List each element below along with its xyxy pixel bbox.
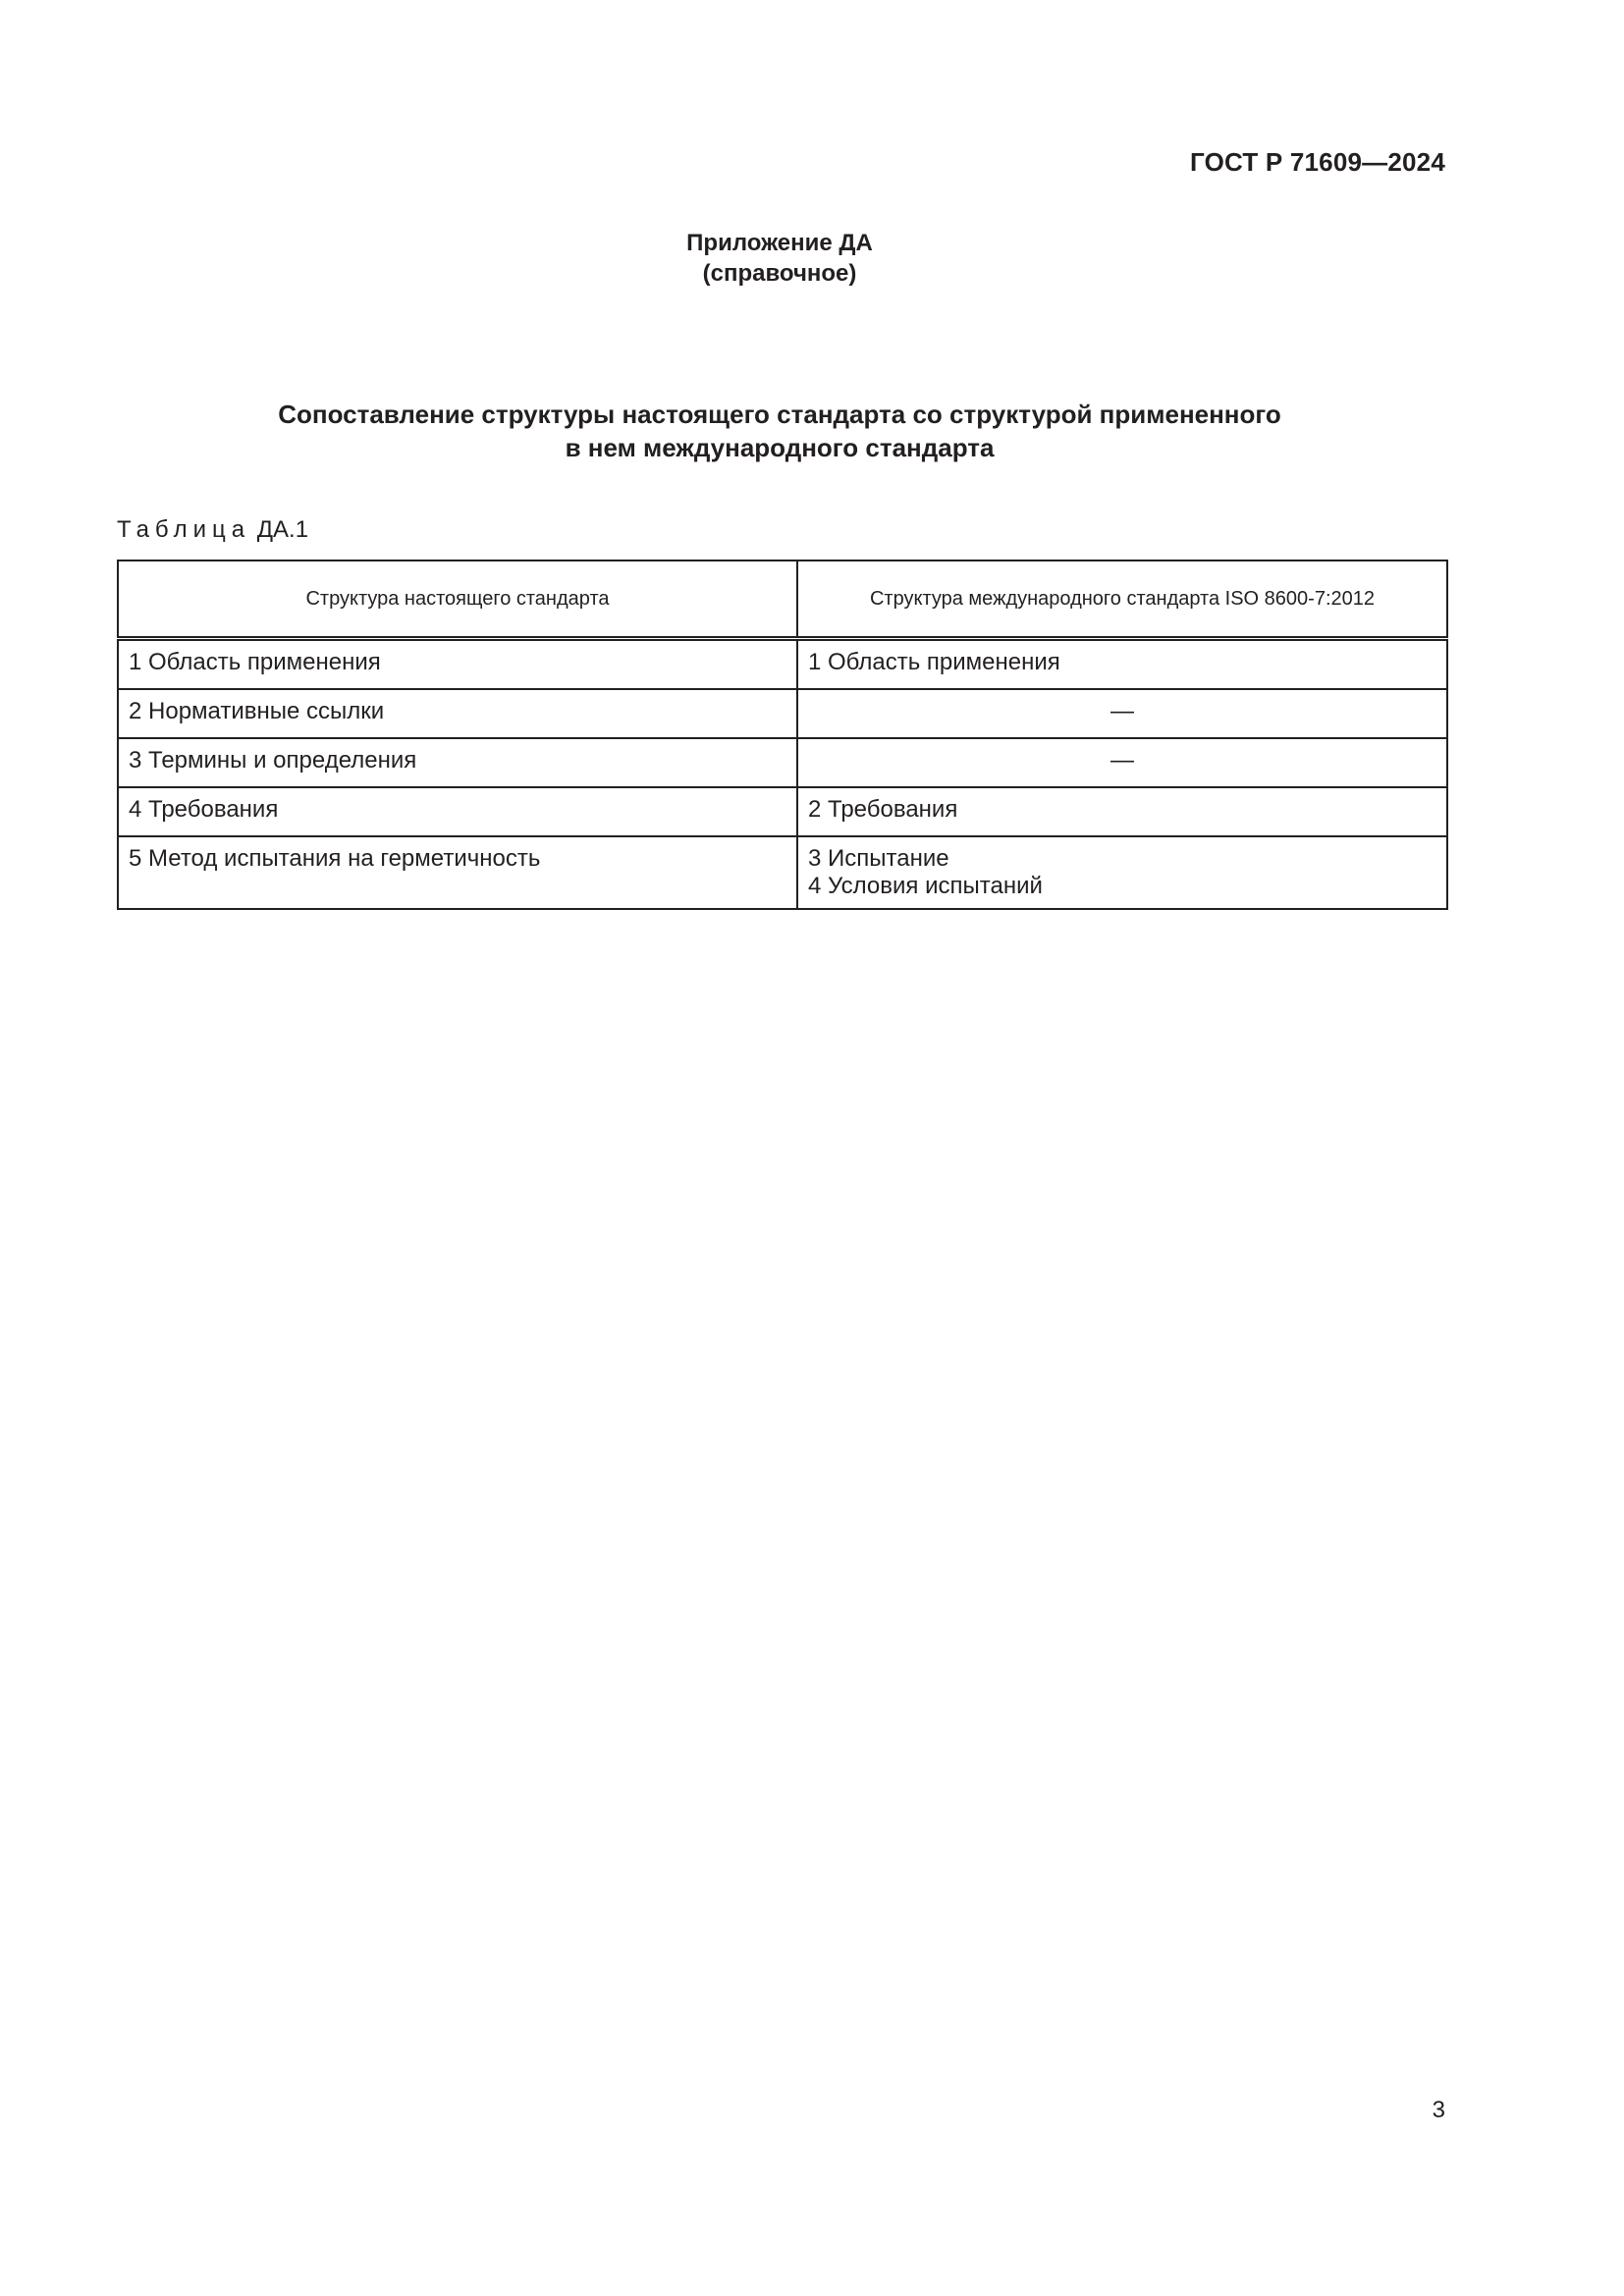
table-cell-line: — bbox=[1110, 747, 1134, 774]
table-caption bbox=[117, 516, 308, 544]
table-title-line-1: Сопоставление структуры настоящего стандарта со структурой примененного bbox=[278, 400, 1281, 429]
table-cell-right bbox=[797, 639, 1447, 690]
document-number: ГОСТ Р 71609—2024 bbox=[1190, 147, 1445, 177]
appendix-subtitle: (справочное) bbox=[702, 260, 857, 287]
table-cell-left: 4 Требования bbox=[118, 787, 797, 836]
table-title bbox=[0, 398, 1559, 464]
table-cell-line: 3 Испытание bbox=[808, 845, 949, 872]
table-row bbox=[118, 787, 1447, 836]
table-cell-left: 2 Нормативные ссылки bbox=[118, 689, 797, 738]
table-row bbox=[118, 836, 1447, 909]
table-cell-line: — bbox=[1110, 698, 1134, 724]
table-row bbox=[118, 738, 1447, 787]
page-number: 3 bbox=[1432, 2097, 1445, 2123]
table-title-line-2: в нем международного стандарта bbox=[565, 433, 995, 462]
table-cell-line: 2 Требования bbox=[808, 796, 958, 823]
table-cell-left: 1 Область применения bbox=[118, 639, 797, 690]
structure-comparison-table bbox=[117, 560, 1448, 910]
table-cell-right bbox=[797, 689, 1447, 738]
column-header-international-standard: Структура международного стандарта ISO 8600-7:2012 bbox=[797, 561, 1447, 639]
table-cell-right bbox=[797, 738, 1447, 787]
table-row bbox=[118, 639, 1447, 690]
table-header-row bbox=[118, 561, 1447, 639]
table-cell-left: 3 Термины и определения bbox=[118, 738, 797, 787]
table-caption-word: Таблица bbox=[117, 516, 251, 543]
column-header-current-standard: Структура настоящего стандарта bbox=[118, 561, 797, 639]
table-cell-right bbox=[797, 787, 1447, 836]
table-row bbox=[118, 689, 1447, 738]
appendix-heading bbox=[0, 228, 1559, 289]
table-caption-number: ДА.1 bbox=[256, 516, 309, 543]
table-cell-line: 1 Область применения bbox=[808, 649, 1060, 675]
table-cell-left: 5 Метод испытания на герметичность bbox=[118, 836, 797, 909]
table-cell-line: 4 Условия испытаний bbox=[808, 873, 1043, 899]
appendix-title: Приложение ДА bbox=[686, 230, 873, 256]
table-cell-right bbox=[797, 836, 1447, 909]
